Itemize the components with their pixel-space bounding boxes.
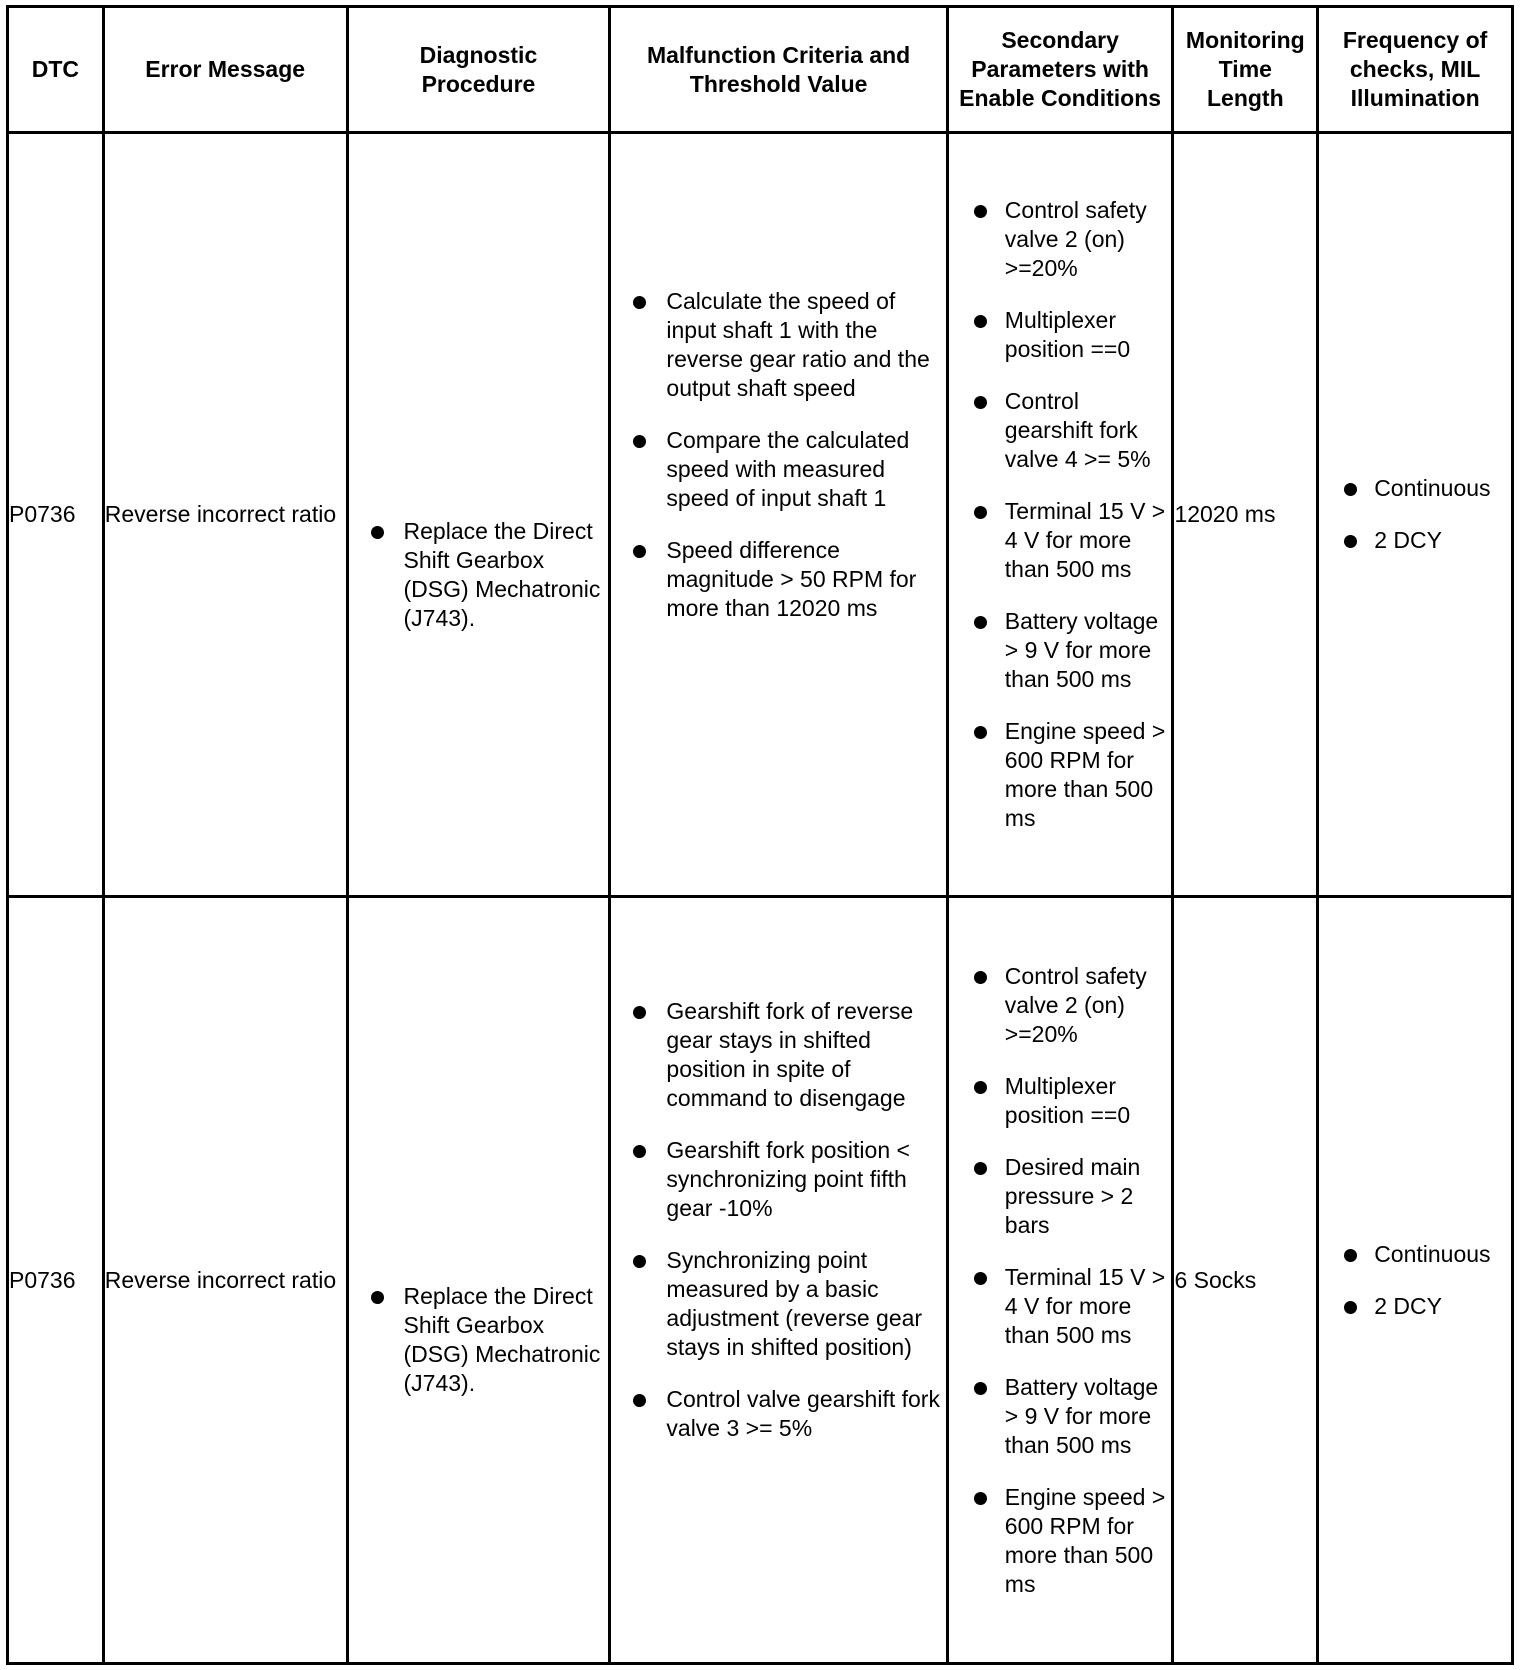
list-item: Gearshift fork position < synchronizing point fifth gear -10% — [611, 1136, 945, 1223]
table-row — [8, 897, 1513, 1664]
list-item: Engine speed > 600 RPM for more than 500 ms — [949, 1483, 1172, 1599]
malfunction-criteria — [610, 897, 947, 1664]
header-row — [8, 7, 1513, 133]
list-item: Battery voltage > 9 V for more than 500 ms — [949, 607, 1172, 694]
list-item: Terminal 15 V > 4 V for more than 500 ms — [949, 1263, 1172, 1350]
list-item: 2 DCY — [1319, 526, 1511, 555]
header-monitoring-time: Monitoring Time Length — [1173, 7, 1318, 133]
list-item: 2 DCY — [1319, 1292, 1511, 1321]
list-item: Control safety valve 2 (on) >=20% — [949, 962, 1172, 1049]
list-item: Gearshift fork of reverse gear stays in shifted position in spite of command to disengage — [611, 997, 945, 1113]
header-error-message: Error Message — [103, 7, 347, 133]
header-malfunction-criteria: Malfunction Criteria and Threshold Value — [610, 7, 947, 133]
monitoring-time: 6 Socks — [1173, 897, 1318, 1664]
header-diagnostic-procedure: Diagnostic Procedure — [347, 7, 610, 133]
list-item: Replace the Direct Shift Gearbox (DSG) Mechatronic (J743). — [349, 517, 609, 633]
list-item: Battery voltage > 9 V for more than 500 ms — [949, 1373, 1172, 1460]
list-item: Calculate the speed of input shaft 1 with the reverse gear ratio and the output shaft speed — [611, 287, 945, 403]
list-item: Control safety valve 2 (on) >=20% — [949, 196, 1172, 283]
list-item: Control valve gearshift fork valve 3 >= 5% — [611, 1385, 945, 1443]
header-dtc: DTC — [8, 7, 104, 133]
monitoring-time: 12020 ms — [1173, 133, 1318, 897]
list-item: Compare the calculated speed with measured speed of input shaft 1 — [611, 426, 945, 513]
frequency — [1318, 133, 1513, 897]
table-row — [8, 133, 1513, 897]
diagnostic-procedure — [347, 133, 610, 897]
diagnostic-procedure — [347, 897, 610, 1664]
list-item: Multiplexer position ==0 — [949, 306, 1172, 364]
list-item: Continuous — [1319, 474, 1511, 503]
dtc-code: P0736 — [8, 897, 104, 1664]
dtc-table — [6, 5, 1514, 1665]
frequency — [1318, 897, 1513, 1664]
list-item: Desired main pressure > 2 bars — [949, 1153, 1172, 1240]
error-message: Reverse incorrect ratio — [103, 133, 347, 897]
list-item: Engine speed > 600 RPM for more than 500 ms — [949, 717, 1172, 833]
list-item: Multiplexer position ==0 — [949, 1072, 1172, 1130]
header-secondary-parameters: Secondary Parameters with Enable Conditions — [947, 7, 1173, 133]
secondary-parameters — [947, 133, 1173, 897]
list-item: Speed difference magnitude > 50 RPM for more than 12020 ms — [611, 536, 945, 623]
list-item: Continuous — [1319, 1240, 1511, 1269]
list-item: Replace the Direct Shift Gearbox (DSG) Mechatronic (J743). — [349, 1282, 609, 1398]
header-frequency: Frequency of checks, MIL Illumination — [1318, 7, 1513, 133]
dtc-code: P0736 — [8, 133, 104, 897]
list-item: Synchronizing point measured by a basic adjustment (reverse gear stays in shifted position) — [611, 1246, 945, 1362]
list-item: Control gearshift fork valve 4 >= 5% — [949, 387, 1172, 474]
list-item: Terminal 15 V > 4 V for more than 500 ms — [949, 497, 1172, 584]
malfunction-criteria — [610, 133, 947, 897]
error-message: Reverse incorrect ratio — [103, 897, 347, 1664]
secondary-parameters — [947, 897, 1173, 1664]
